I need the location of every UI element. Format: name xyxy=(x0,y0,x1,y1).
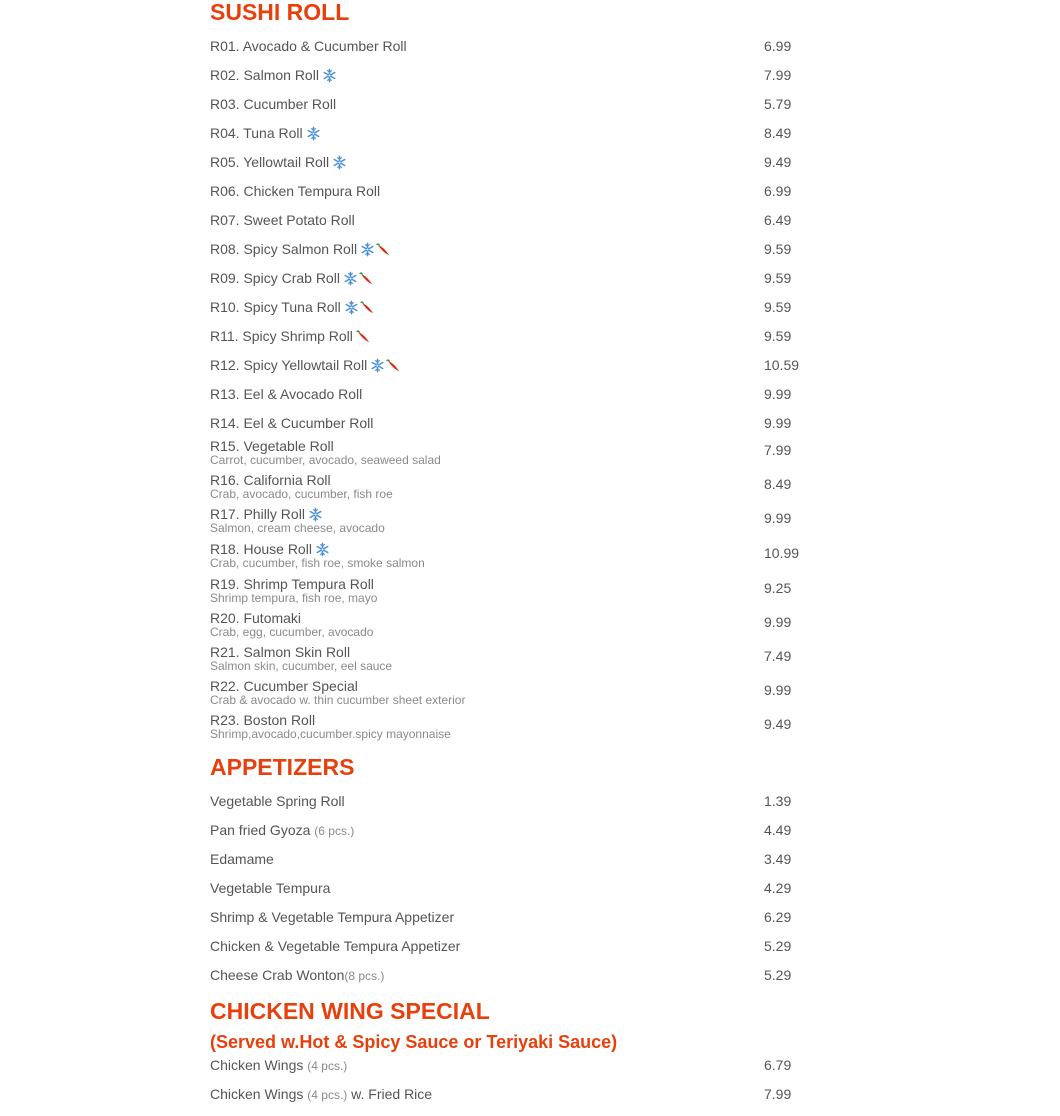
item-price: 6.99 xyxy=(764,38,792,54)
item-description: Salmon skin, cucumber, eel sauce xyxy=(210,659,393,673)
item-title xyxy=(210,96,336,113)
item-icons xyxy=(342,271,374,290)
item-icons xyxy=(359,242,391,261)
item-price: 9.59 xyxy=(764,241,792,257)
item-name: R04. Tuna Roll xyxy=(210,125,303,141)
item-name: R07. Sweet Potato Roll xyxy=(210,212,355,228)
item-description: Crab, egg, cucumber, avocado xyxy=(210,625,374,639)
item-description: Salmon, cream cheese, avocado xyxy=(210,521,385,535)
item-name: R10. Spicy Tuna Roll xyxy=(210,299,341,315)
item-price: 6.29 xyxy=(764,909,792,925)
chili-pepper-icon xyxy=(375,244,391,260)
item-price: 9.99 xyxy=(764,682,792,698)
item-name: R12. Spicy Yellowtail Roll xyxy=(210,357,368,373)
snowflake-icon xyxy=(342,273,358,289)
item-name: Vegetable Tempura xyxy=(210,880,331,896)
section-title-sushi-roll: SUSHI ROLL xyxy=(210,0,350,25)
sushi-roll-list xyxy=(210,28,830,742)
item-price: 6.99 xyxy=(764,183,792,199)
menu-item xyxy=(210,57,830,86)
item-price: 5.79 xyxy=(764,96,792,112)
section-title-appetizers: APPETIZERS xyxy=(210,754,355,780)
item-price: 9.59 xyxy=(764,299,792,315)
item-price: 9.99 xyxy=(764,614,792,630)
item-title xyxy=(210,154,347,174)
item-icons xyxy=(369,358,401,377)
item-title xyxy=(210,328,371,348)
menu-item xyxy=(210,405,830,434)
menu-item xyxy=(210,899,830,928)
snowflake-icon xyxy=(359,244,375,260)
item-name: R21. Salmon Skin Roll xyxy=(210,644,351,660)
section-appetizers xyxy=(210,755,830,986)
item-description: Shrimp,avocado,cucumber.spicy mayonnaise xyxy=(210,727,451,741)
item-name: R16. California Roll xyxy=(210,472,331,488)
item-icons xyxy=(305,126,321,145)
item-price: 5.29 xyxy=(764,938,792,954)
item-title xyxy=(210,909,454,926)
item-name: Cheese Crab Wonton xyxy=(210,967,345,983)
item-quantity: (4 pcs.) xyxy=(307,1059,348,1073)
item-price: 7.49 xyxy=(764,648,792,664)
snowflake-icon xyxy=(305,128,321,144)
item-title xyxy=(210,1086,432,1104)
menu-item xyxy=(210,318,830,347)
menu-item xyxy=(210,260,830,289)
snowflake-icon xyxy=(321,70,337,86)
item-title xyxy=(210,212,355,229)
item-price: 9.49 xyxy=(764,716,792,732)
item-title xyxy=(210,183,380,200)
item-name: R06. Chicken Tempura Roll xyxy=(210,183,381,199)
menu-item xyxy=(210,86,830,115)
menu-item xyxy=(210,1047,830,1076)
item-price: 1.39 xyxy=(764,793,792,809)
menu-item xyxy=(210,502,830,537)
item-name: R22. Cucumber Special xyxy=(210,678,358,694)
item-price: 9.99 xyxy=(764,510,792,526)
item-title xyxy=(210,822,354,840)
item-title xyxy=(210,793,345,810)
item-description: Crab, avocado, cucumber, fish roe xyxy=(210,487,393,501)
item-price: 7.99 xyxy=(764,442,792,458)
menu-item xyxy=(210,28,830,57)
menu-item xyxy=(210,812,830,841)
menu-item xyxy=(210,1076,830,1105)
item-price: 8.49 xyxy=(764,476,792,492)
item-icons xyxy=(343,300,375,319)
menu-item xyxy=(210,783,830,812)
item-name: R19. Shrimp Tempura Roll xyxy=(210,576,374,592)
snowflake-icon xyxy=(343,302,359,318)
item-title xyxy=(210,125,321,145)
chili-pepper-icon xyxy=(359,302,375,318)
item-title xyxy=(210,415,373,432)
item-name: Edamame xyxy=(210,851,274,867)
menu-item xyxy=(210,468,830,502)
menu-item xyxy=(210,115,830,144)
menu-item xyxy=(210,289,830,318)
item-title xyxy=(210,241,391,261)
snowflake-icon xyxy=(369,360,385,376)
item-price: 4.49 xyxy=(764,822,792,838)
item-price: 6.49 xyxy=(764,212,792,228)
item-name: R02. Salmon Roll xyxy=(210,67,319,83)
item-icons xyxy=(321,68,337,87)
item-name: R05. Yellowtail Roll xyxy=(210,154,330,170)
appetizers-list xyxy=(210,783,830,986)
chili-pepper-icon xyxy=(358,273,374,289)
item-quantity: (6 pcs.) xyxy=(314,824,355,838)
item-price: 4.29 xyxy=(764,880,792,896)
item-name: R08. Spicy Salmon Roll xyxy=(210,241,358,257)
item-name: Chicken Wings xyxy=(210,1057,304,1073)
item-icons xyxy=(355,329,371,348)
item-price: 9.25 xyxy=(764,580,792,596)
menu-item xyxy=(210,347,830,376)
item-title xyxy=(210,386,362,403)
item-price: 10.59 xyxy=(764,357,800,373)
item-title xyxy=(210,880,330,897)
item-price: 3.49 xyxy=(764,851,792,867)
section-subtitle-chicken-wing-special: (Served w.Hot & Spicy Sauce or Teriyaki Sauce) xyxy=(210,1032,618,1052)
item-name: R13. Eel & Avocado Roll xyxy=(210,386,363,402)
menu-item xyxy=(210,572,830,606)
item-icons xyxy=(331,155,347,174)
chili-pepper-icon xyxy=(355,331,371,347)
menu-item xyxy=(210,870,830,899)
item-price: 6.79 xyxy=(764,1057,792,1073)
menu-item xyxy=(210,841,830,870)
item-price: 9.99 xyxy=(764,386,792,402)
menu-item xyxy=(210,231,830,260)
item-name: Chicken Wings xyxy=(210,1086,304,1102)
menu-item xyxy=(210,606,830,640)
item-name: R20. Futomaki xyxy=(210,610,302,626)
chicken-wing-list xyxy=(210,1047,830,1105)
menu-item xyxy=(210,674,830,708)
section-chicken-wing-special xyxy=(210,999,830,1105)
item-price: 7.99 xyxy=(764,67,792,83)
item-price: 9.59 xyxy=(764,270,792,286)
snowflake-icon xyxy=(331,157,347,173)
item-name: R09. Spicy Crab Roll xyxy=(210,270,340,286)
item-title xyxy=(210,851,274,868)
section-sushi-roll xyxy=(210,0,830,742)
menu-item xyxy=(210,144,830,173)
menu-item xyxy=(210,640,830,674)
item-name: Pan fried Gyoza xyxy=(210,822,311,838)
item-title xyxy=(210,67,337,87)
chili-pepper-icon xyxy=(385,360,401,376)
item-name: Shrimp & Vegetable Tempura Appetizer xyxy=(210,909,455,925)
item-name: R11. Spicy Shrimp Roll xyxy=(210,328,353,344)
menu-item xyxy=(210,708,830,742)
menu-item xyxy=(210,434,830,468)
item-name: R01. Avocado & Cucumber Roll xyxy=(210,38,407,54)
item-name: R15. Vegetable Roll xyxy=(210,438,334,454)
item-name: R03. Cucumber Roll xyxy=(210,96,337,112)
item-description: Crab, cucumber, fish roe, smoke salmon xyxy=(210,556,425,570)
item-title xyxy=(210,38,407,55)
item-price: 8.49 xyxy=(764,125,792,141)
item-price: 9.59 xyxy=(764,328,792,344)
item-name: R14. Eel & Cucumber Roll xyxy=(210,415,374,431)
item-title xyxy=(210,270,374,290)
item-title xyxy=(210,1057,347,1075)
item-suffix: w. Fried Rice xyxy=(351,1086,433,1102)
item-name: Chicken & Vegetable Tempura Appetizer xyxy=(210,938,461,954)
item-name: R23. Boston Roll xyxy=(210,712,316,728)
item-description: Carrot, cucumber, avocado, seaweed salad xyxy=(210,453,441,467)
item-name: R17. Philly Roll xyxy=(210,506,305,522)
item-title xyxy=(210,299,375,319)
item-title xyxy=(210,938,460,955)
menu-item xyxy=(210,928,830,957)
item-quantity: (8 pcs.) xyxy=(344,969,385,983)
menu-item xyxy=(210,202,830,231)
menu-item xyxy=(210,957,830,986)
menu xyxy=(210,0,830,1105)
item-price: 9.99 xyxy=(764,415,792,431)
item-name: R18. House Roll xyxy=(210,541,312,557)
menu-item xyxy=(210,537,830,572)
item-price: 10.99 xyxy=(764,545,800,561)
menu-item xyxy=(210,173,830,202)
item-description: Crab & avocado w. thin cucumber sheet exterior xyxy=(210,693,466,707)
item-price: 9.49 xyxy=(764,154,792,170)
item-description: Shrimp tempura, fish roe, mayo xyxy=(210,591,378,605)
item-name: Vegetable Spring Roll xyxy=(210,793,345,809)
section-title-chicken-wing-special: CHICKEN WING SPECIAL xyxy=(210,998,490,1024)
item-quantity: (4 pcs.) xyxy=(307,1088,348,1102)
menu-item xyxy=(210,376,830,405)
item-price: 7.99 xyxy=(764,1086,792,1102)
item-price: 5.29 xyxy=(764,967,792,983)
item-title xyxy=(210,357,401,377)
item-title xyxy=(210,967,384,985)
